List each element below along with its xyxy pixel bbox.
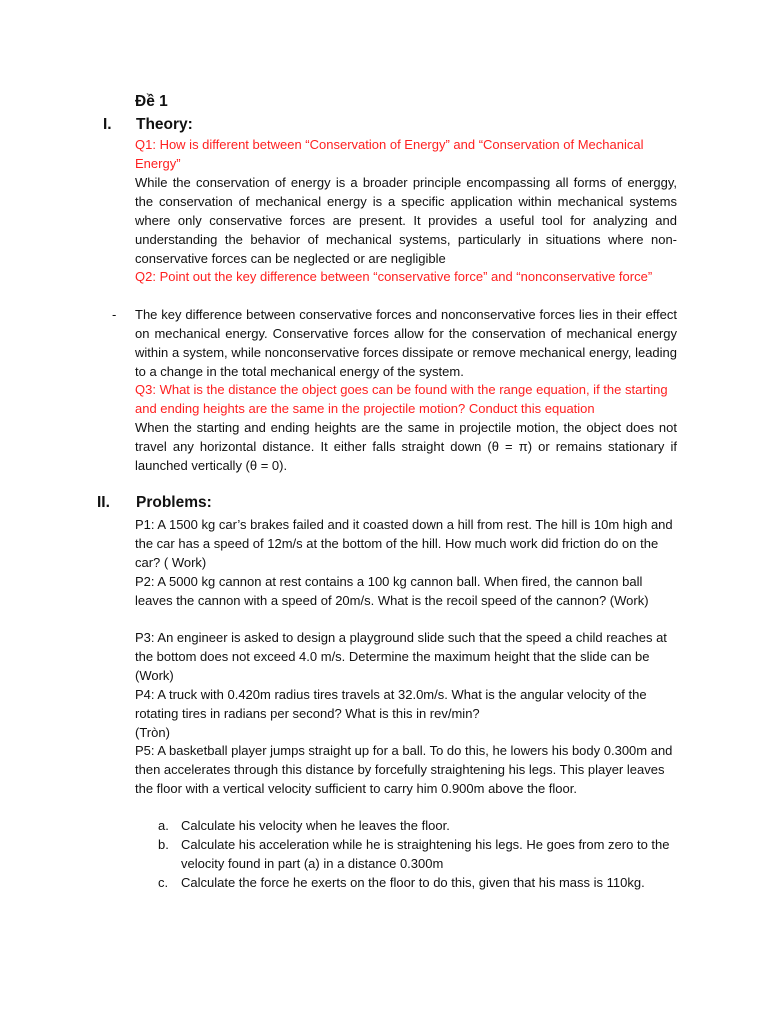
problem-1: P1: A 1500 kg car’s brakes failed and it coasted down a hill from rest. The hill is 10m high and the car has a speed of 12m/s at the bottom of the hill. How much work did friction do on the car? ( Work): [135, 517, 673, 570]
problems-numeral: II.: [97, 494, 110, 511]
problems-section-heading: [0, 494, 768, 514]
part-marker: c.: [158, 874, 169, 890]
answer-1: While the conservation of energy is a broader principle encompassing all forms of energgy, the conservation of mechanical energy is a specific application within mechanical systems where only conservative forces are present. It provides a useful tool for analyzing and understanding the behavior of mechanical systems, particularly in situations where non-conservative forces can be neglected or are negligible: [135, 175, 677, 266]
problem-5-part-b: [155, 836, 680, 874]
answer-3: When the starting and ending heights are the same in projectile motion, the object does not travel any horizontal distance. It either falls straight down (θ = π) or remains stationary if launched vertically (θ = 0).: [135, 420, 677, 473]
problem-4-tag: (Tròn): [135, 725, 170, 740]
problem-4: P4: A truck with 0.420m radius tires travels at 32.0m/s. What is the angular velocity of the rotating tires in radians per second? What is this in rev/min?: [135, 687, 647, 721]
problem-2: P2: A 5000 kg cannon at rest contains a 100 kg cannon ball. When fired, the cannon ball leaves the cannon with a speed of 20m/s. What is the recoil speed of the cannon? (Work): [135, 574, 649, 608]
answer-2-bullet: -: [112, 307, 117, 322]
part-text: Calculate his acceleration while he is straightening his legs. He goes from zero to the velocity found in part (a) in a distance 0.300m: [181, 836, 670, 871]
theory-section-heading: [0, 116, 768, 136]
problems-heading: Problems:: [136, 494, 212, 511]
question-3: Q3: What is the distance the object goes can be found with the range equation, if the starting and ending heights are the same in the projectile motion? Conduct this equation: [135, 382, 668, 416]
question-2: Q2: Point out the key difference between “conservative force” and “nonconservative force”: [135, 269, 653, 284]
theory-heading: Theory:: [136, 116, 193, 133]
problem-5-parts: [155, 817, 680, 893]
problem-5-part-c: [155, 874, 680, 893]
part-text: Calculate his velocity when he leaves the floor.: [181, 818, 450, 833]
problem-5-part-a: [155, 817, 680, 836]
part-text: Calculate the force he exerts on the floor to do this, given that his mass is 110kg.: [181, 874, 645, 890]
problem-5: P5: A basketball player jumps straight up for a ball. To do this, he lowers his body 0.300m and then accelerates through this distance by forcefully straightening his legs. This player leaves the floor with a vertical velocity sufficient to carry him 0.900m above the floor.: [135, 743, 673, 796]
answer-2: The key difference between conservative forces and nonconservative forces lies in their effect on mechanical energy. Conservative forces allow for the conservation of mechanical energy within a system, while nonconservative forces dissipate or remove mechanical energy, leading to a change in the total mechanical energy of the system.: [135, 307, 677, 379]
question-1: Q1: How is different between “Conservation of Energy” and “Conservation of Mechanical Energy”: [135, 137, 644, 171]
problem-3: P3: An engineer is asked to design a playground slide such that the speed a child reaches at the bottom does not exceed 4.0 m/s. Determine the maximum height that the slide can be (Work): [135, 630, 667, 683]
theory-numeral: I.: [103, 116, 112, 133]
part-marker: b.: [158, 836, 169, 852]
part-marker: a.: [158, 818, 169, 833]
document-title: Đề 1: [135, 93, 168, 110]
